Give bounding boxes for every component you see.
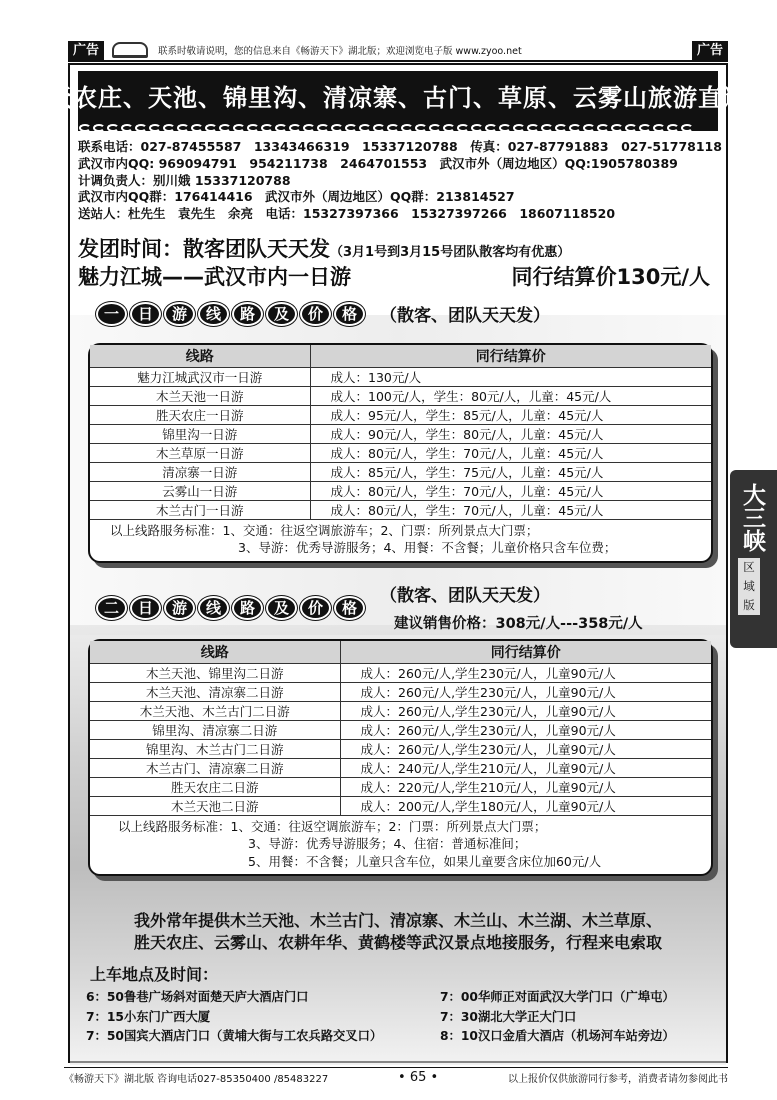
contact-qq-group-line: 武汉市内QQ群：176414416 武汉市外（周边地区）QQ群：213814527 (78, 189, 515, 205)
departure-note: （3月1号到3月15号团队散客均有优惠） (330, 245, 571, 260)
price-cell: 成人：80元/人，学生：70元/人，儿童：45元/人 (310, 481, 711, 500)
heading-char: 路 (232, 302, 263, 326)
publication-logo-icon (112, 42, 148, 58)
table-row (90, 443, 711, 462)
heading-char: 价 (300, 302, 331, 326)
decorative-scroll-band (78, 119, 718, 131)
boarding-point: 7：30湖北大学正大门口 (440, 1009, 577, 1024)
region-title (730, 470, 777, 556)
route-cell: 木兰天池、锦里沟二日游 (90, 663, 340, 682)
route-cell: 木兰天池、木兰古门二日游 (90, 701, 340, 720)
route-cell: 清凉寨一日游 (90, 462, 310, 481)
page-footer (64, 1070, 728, 1085)
price-cell: 成人：200元/人,学生180元/人，儿童90元/人 (340, 796, 711, 815)
heading-char: 游 (164, 302, 195, 326)
route-cell: 胜天农庄一日游 (90, 405, 310, 424)
table-row (90, 777, 711, 796)
one-day-heading (96, 301, 550, 326)
table-row (90, 739, 711, 758)
heading-char: 路 (232, 596, 263, 620)
city-tour-price: 同行结算价130元/人 (511, 265, 710, 289)
region-sub-char: 域 (743, 579, 755, 593)
route-cell: 木兰古门、清凉寨二日游 (90, 758, 340, 777)
table-row (90, 682, 711, 701)
route-cell: 木兰古门一日游 (90, 500, 310, 519)
price-cell: 成人：85元/人，学生：75元/人，儿童：45元/人 (310, 462, 711, 481)
two-day-note: （散客、团队天天发） (380, 586, 550, 606)
heading-char: 二 (96, 596, 127, 620)
heading-char: 格 (334, 596, 365, 620)
contact-info (78, 139, 722, 223)
table-row (90, 424, 711, 443)
heading-char: 一 (96, 302, 127, 326)
table-row (90, 758, 711, 777)
city-tour-heading (78, 261, 722, 291)
route-banner: 胜天农庄、天池、锦里沟、清凉寨、古门、草原、云雾山旅游直通车 (78, 71, 718, 119)
promo-line: 胜天农庄、云雾山、农耕年华、黄鹤楼等武汉景点地接服务，行程来电索取 (133, 933, 662, 952)
column-header-route: 线路 (90, 345, 310, 367)
standards-line: 3、导游：优秀导游服务；4、住宿：普通标准间； (248, 836, 527, 851)
boarding-point: 7：50国宾大酒店门口（黄埔大街与工农兵路交叉口） (86, 1029, 383, 1043)
city-tour-title: 魅力江城——武汉市内一日游 (78, 265, 351, 289)
heading-char: 日 (130, 596, 161, 620)
price-cell: 成人：95元/人，学生：85元/人，儿童：45元/人 (310, 405, 711, 424)
region-subtitle (738, 558, 760, 615)
footer-publication: 《畅游天下》湖北版 咨询电话027-85350400 /85483227 (64, 1074, 329, 1085)
table-row (90, 481, 711, 500)
contact-escort-line: 送站人：杜先生 袁先生 余亮 电话：15327397366 15327397266 18607118520 (78, 206, 616, 222)
price-cell: 成人：80元/人，学生：70元/人，儿童：45元/人 (310, 500, 711, 519)
region-title-text: 大三峡 (739, 482, 766, 552)
boarding-point: 6：50鲁巷广场斜对面楚天庐大酒店门口 (86, 990, 309, 1004)
ad-tag-left: 广告 (68, 41, 104, 60)
header-note: 联系时敬请说明，您的信息来自《畅游天下》湖北版；欢迎浏览电子版 www.zyoo.net (158, 46, 522, 57)
route-cell: 魅力江城武汉市一日游 (90, 367, 310, 386)
contact-phone-line: 联系电话：027-87455587 13343466319 15337120788 传真：027-87791883 027-51778118 (78, 139, 722, 154)
price-cell: 成人：240元/人,学生210元/人，儿童90元/人 (340, 758, 711, 777)
price-cell: 成人：80元/人，学生：70元/人，儿童：45元/人 (310, 443, 711, 462)
ad-tag-right: 广告 (692, 41, 728, 60)
boarding-list-right (440, 988, 675, 1047)
column-header-route: 线路 (90, 641, 340, 663)
heading-char: 游 (164, 596, 195, 620)
table-row (90, 663, 711, 682)
price-cell: 成人：260元/人,学生230元/人，儿童90元/人 (340, 739, 711, 758)
table-row (90, 386, 711, 405)
price-cell: 成人：100元/人，学生：80元/人，儿童：45元/人 (310, 386, 711, 405)
header-divider (68, 60, 728, 62)
table-row (90, 796, 711, 815)
region-side-tab (730, 470, 777, 648)
local-service-promo (70, 910, 726, 954)
heading-char: 及 (266, 596, 297, 620)
column-header-price: 同行结算价 (340, 641, 711, 663)
heading-char: 线 (198, 302, 229, 326)
route-cell: 锦里沟一日游 (90, 424, 310, 443)
heading-char: 日 (130, 302, 161, 326)
table-row (90, 720, 711, 739)
table-row (90, 500, 711, 519)
price-cell: 成人：260元/人,学生230元/人，儿童90元/人 (340, 682, 711, 701)
suggested-retail-price: 建议销售价格：308元/人---358元/人 (394, 616, 643, 632)
departure-heading (78, 233, 570, 263)
route-cell: 木兰天池、清凉寨二日游 (90, 682, 340, 701)
heading-char: 线 (198, 596, 229, 620)
price-cell: 成人：90元/人，学生：80元/人，儿童：45元/人 (310, 424, 711, 443)
boarding-list-left (86, 988, 382, 1047)
standards-line: 以上线路服务标准：1、交通：往返空调旅游车；2、门票：所列景点大门票； (110, 522, 539, 538)
price-cell: 成人：260元/人,学生230元/人，儿童90元/人 (340, 720, 711, 739)
boarding-point: 8：10汉口金盾大酒店（机场河车站旁边） (440, 1029, 675, 1043)
price-cell: 成人：130元/人 (310, 367, 711, 386)
footer-divider (64, 1067, 728, 1068)
one-day-price-table (88, 343, 713, 563)
contact-manager-line: 计调负责人：别川娥 15337120788 (78, 172, 291, 188)
price-cell: 成人：220元/人,学生210元/人，儿童90元/人 (340, 777, 711, 796)
promo-line: 我外常年提供木兰天池、木兰古门、清凉寨、木兰山、木兰湖、木兰草原、 (133, 911, 662, 930)
region-sub-char: 版 (743, 598, 755, 612)
ad-header (68, 40, 728, 60)
boarding-point: 7：00华师正对面武汉大学门口（广埠屯） (440, 990, 675, 1004)
table-row (90, 405, 711, 424)
price-cell: 成人：260元/人,学生230元/人，儿童90元/人 (340, 701, 711, 720)
heading-char: 及 (266, 302, 297, 326)
one-day-service-standards (90, 520, 711, 561)
two-day-price-table (88, 639, 713, 876)
route-cell: 锦里沟、木兰古门二日游 (90, 739, 340, 758)
column-header-price: 同行结算价 (310, 345, 711, 367)
standards-line: 以上线路服务标准：1、交通：往返空调旅游车；2：门票：所列景点大门票； (118, 818, 547, 834)
heading-char: 价 (300, 596, 331, 620)
standards-line: 5、用餐：不含餐；儿童只含车位，如果儿童要含床位加60元/人 (248, 853, 602, 869)
table-row (90, 367, 711, 386)
route-cell: 木兰草原一日游 (90, 443, 310, 462)
route-cell: 云雾山一日游 (90, 481, 310, 500)
route-cell: 木兰天池一日游 (90, 386, 310, 405)
route-cell: 胜天农庄二日游 (90, 777, 340, 796)
two-day-service-standards (90, 816, 711, 875)
heading-char: 格 (334, 302, 365, 326)
boarding-title: 上车地点及时间： (90, 965, 219, 984)
table-row (90, 701, 711, 720)
route-cell: 锦里沟、清凉寨二日游 (90, 720, 340, 739)
contact-qq-line: 武汉市内QQ: 969094791 954211738 2464701553 武汉市外（周边地区）QQ:1905780389 (78, 155, 678, 171)
departure-main: 发团时间：散客团队天天发 (78, 237, 330, 261)
one-day-note: （散客、团队天天发） (380, 306, 550, 326)
route-cell: 木兰天池二日游 (90, 796, 340, 815)
boarding-point: 7：15小东门广西大厦 (86, 1009, 211, 1024)
page-number: • 65 • (398, 1070, 439, 1085)
table-row (90, 462, 711, 481)
price-cell: 成人：260元/人,学生230元/人，儿童90元/人 (340, 663, 711, 682)
region-sub-char: 区 (743, 560, 755, 574)
standards-line: 3、导游：优秀导游服务；4、用餐：不含餐；儿童价格只含车位费； (238, 540, 617, 555)
footer-disclaimer: 以上报价仅供旅游同行参考，消费者请勿参阅此书 (508, 1074, 728, 1085)
